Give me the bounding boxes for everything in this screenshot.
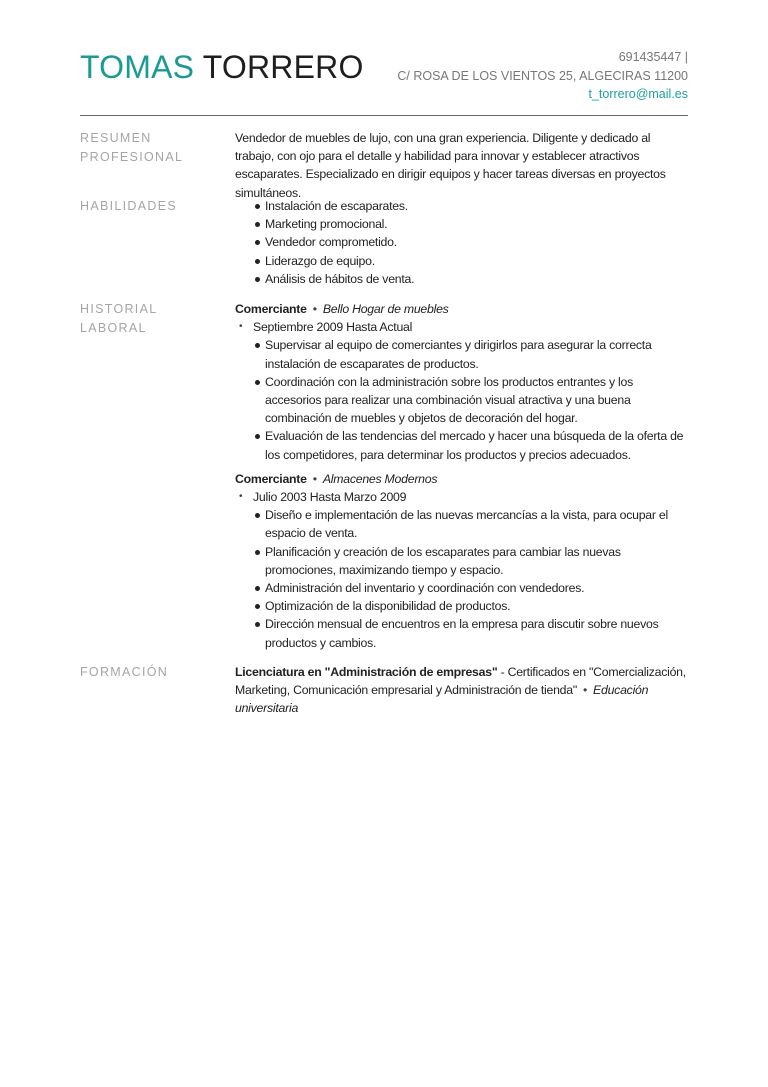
list-item: Marketing promocional. [235,215,690,233]
section-label: HABILIDADES [80,199,177,213]
company-name: Bello Hogar de muebles [322,302,449,316]
header-divider [80,115,688,116]
institution: Educación universitaria [235,683,649,716]
list-item: Dirección mensual de encuentros en la empresa para discutir sobre nuevos productos y cambios. [235,615,690,651]
section-label: FORMACIÓN [80,665,169,679]
list-item: Administración del inventario y coordinación con vendedores. [235,579,690,597]
education-entry [235,663,690,718]
list-item: Optimización de la disponibilidad de productos. [235,597,690,615]
section-label [80,129,220,167]
job-heading [235,300,690,318]
list-item: Diseño e implementación de las nuevas mercancías a la vista, para ocupar el espacio de venta. [235,506,690,542]
summary-text: Vendedor de muebles de lujo, con una gran experiencia. Diligente y dedicado al trabajo, con ojo para el detalle y habilidad para innovar y establecer atractivos escaparates. Especializado en dirigir equipos y hacer tareas diversas en proyectos simultáneos. [235,131,666,200]
duties-list [235,506,690,652]
label-line: RESUMEN [80,131,152,145]
phone: 691435447 | [618,50,688,64]
job-dates: • Julio 2003 Hasta Marzo 2009 [235,488,690,506]
list-item: Análisis de hábitos de venta. [235,270,690,288]
separator: • [312,302,317,316]
list-item: Supervisar al equipo de comerciantes y dirigirlos para asegurar la correcta instalación de escaparates de productos. [235,336,690,372]
degree: Licenciatura en "Administración de empresas" [235,665,498,679]
job-entry [235,470,690,652]
list-item: Liderazgo de equipo. [235,252,690,270]
job-title: Comerciante [235,471,307,486]
job-title: Comerciante [235,302,307,316]
email-link[interactable]: t_torrero@mail.es [588,87,688,101]
candidate-name [80,48,364,86]
list-item: Instalación de escaparates. [235,197,690,215]
job-entry [235,300,690,464]
section-label: HISTORIAL LABORAL [80,302,157,335]
duties-list [235,336,690,463]
job-heading [235,470,690,488]
address: C/ ROSA DE LOS VIENTOS 25, ALGECIRAS 11200 [397,68,688,83]
list-item: Planificación y creación de los escaparates para cambiar las nuevas promociones, maximizando tiempo y espacio. [235,543,690,579]
list-item: Evaluación de las tendencias del mercado y hacer una búsqueda de la oferta de los competidores, para determinar los productos y precios adecuados. [235,427,690,463]
list-item: Coordinación con la administración sobre los productos entrantes y los accesorios para realizar una combinación visual atractiva y una buena combinación de muebles y objetos de decoración del hogar. [235,373,690,428]
work-history [235,300,690,658]
company-name: Almacenes Modernos [322,471,438,486]
first-name: TOMAS [80,49,195,85]
skills-list [235,197,690,288]
separator: • [312,471,317,486]
degree-details: - Certificados en "Comercialización, Marketing, Comunicación empresarial y Administración de tienda" [235,665,686,698]
label-line: PROFESIONAL [80,150,184,164]
separator: • [582,683,588,698]
contact-info [397,48,688,104]
list-item: Vendedor comprometido. [235,233,690,251]
last-name: TORRERO [202,49,364,85]
job-dates: • Septiembre 2009 Hasta Actual [235,318,690,336]
